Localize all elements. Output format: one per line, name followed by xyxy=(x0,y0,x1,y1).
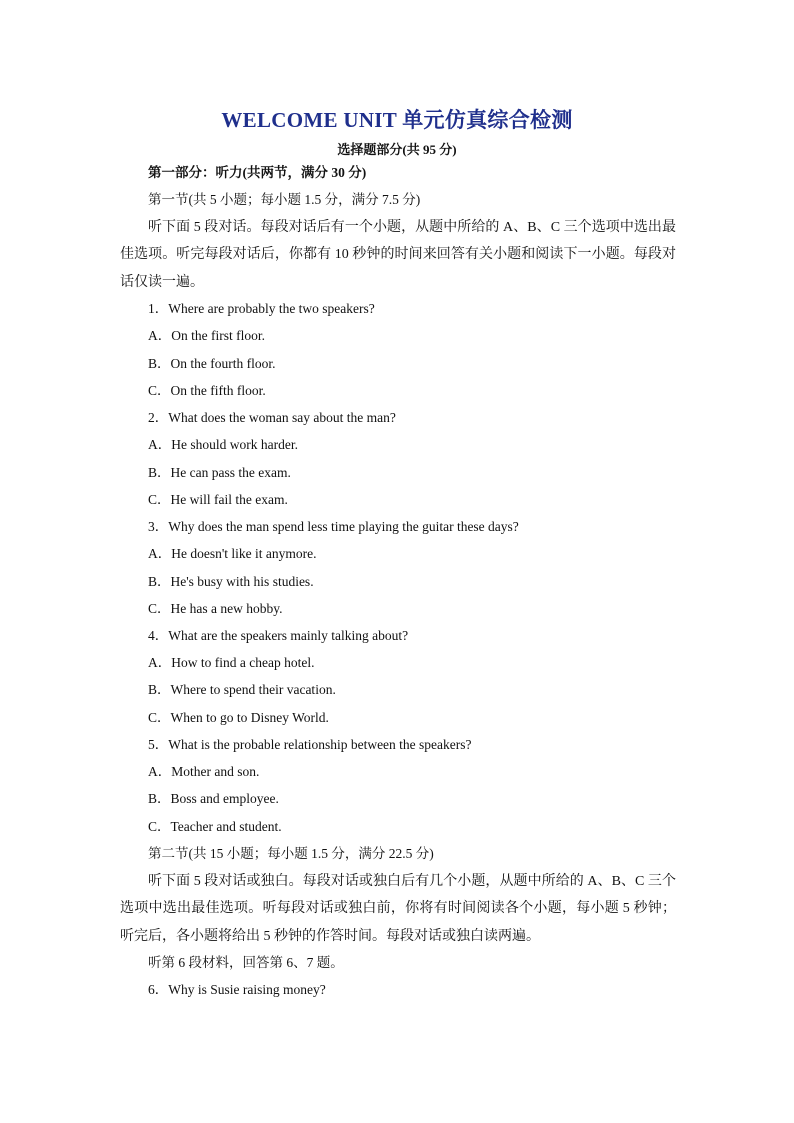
question-5: 5．What is the probable relationship between the speakers? xyxy=(148,737,472,752)
page-title: WELCOME UNIT 单元仿真综合检测 xyxy=(221,108,573,132)
material-note: 听第 6 段材料，回答第 6、7 题。 xyxy=(148,955,344,970)
question-2-option-c: C．He will fail the exam. xyxy=(148,492,288,507)
section2-heading: 第二节(共 15 小题；每小题 1.5 分，满分 22.5 分) xyxy=(148,846,434,861)
question-6: 6．Why is Susie raising money? xyxy=(148,982,326,997)
section1-heading: 第一节(共 5 小题；每小题 1.5 分，满分 7.5 分) xyxy=(148,192,421,207)
question-1-option-c: C．On the fifth floor. xyxy=(148,383,266,398)
section1-instructions: 听下面 5 段对话。每段对话后有一个小题，从题中所给的 A、B、C 三个选项中选出最佳选项。听完每段对话后，你都有 10 秒钟的时间来回答有关小题和阅读下一小题。每段对话仅读一遍。 xyxy=(120,220,676,290)
question-1-option-a: A．On the first floor. xyxy=(148,328,265,343)
question-2-option-a: A．He should work harder. xyxy=(148,437,298,452)
question-2-option-b: B．He can pass the exam. xyxy=(148,465,291,480)
page-subtitle: 选择题部分(共 95 分) xyxy=(337,142,457,157)
question-4-option-b: B．Where to spend their vacation. xyxy=(148,682,336,697)
question-4-option-a: A．How to find a cheap hotel. xyxy=(148,655,315,670)
question-2: 2．What does the woman say about the man? xyxy=(148,410,396,425)
question-5-option-b: B．Boss and employee. xyxy=(148,791,279,806)
question-3-option-b: B．He's busy with his studies. xyxy=(148,574,314,589)
section2-instructions: 听下面 5 段对话或独白。每段对话或独白后有几个小题，从题中所给的 A、B、C 三个选项中选出最佳选项。听每段对话或独白前，你将有时间阅读各个小题，每小题 5 秒钟；听完后，各小题将给出 5 秒钟的作答时间。每段对话或独白读两遍。 xyxy=(120,874,676,944)
question-1: 1．Where are probably the two speakers? xyxy=(148,301,375,316)
part1-heading: 第一部分：听力(共两节，满分 30 分) xyxy=(148,165,367,180)
question-1-option-b: B．On the fourth floor. xyxy=(148,356,276,371)
question-3-option-c: C．He has a new hobby. xyxy=(148,601,283,616)
question-5-option-c: C．Teacher and student. xyxy=(148,819,282,834)
question-5-option-a: A．Mother and son. xyxy=(148,764,260,779)
question-4-option-c: C．When to go to Disney World. xyxy=(148,710,329,725)
question-3: 3．Why does the man spend less time playing the guitar these days? xyxy=(148,519,519,534)
question-3-option-a: A．He doesn't like it anymore. xyxy=(148,546,317,561)
question-4: 4．What are the speakers mainly talking about? xyxy=(148,628,409,643)
